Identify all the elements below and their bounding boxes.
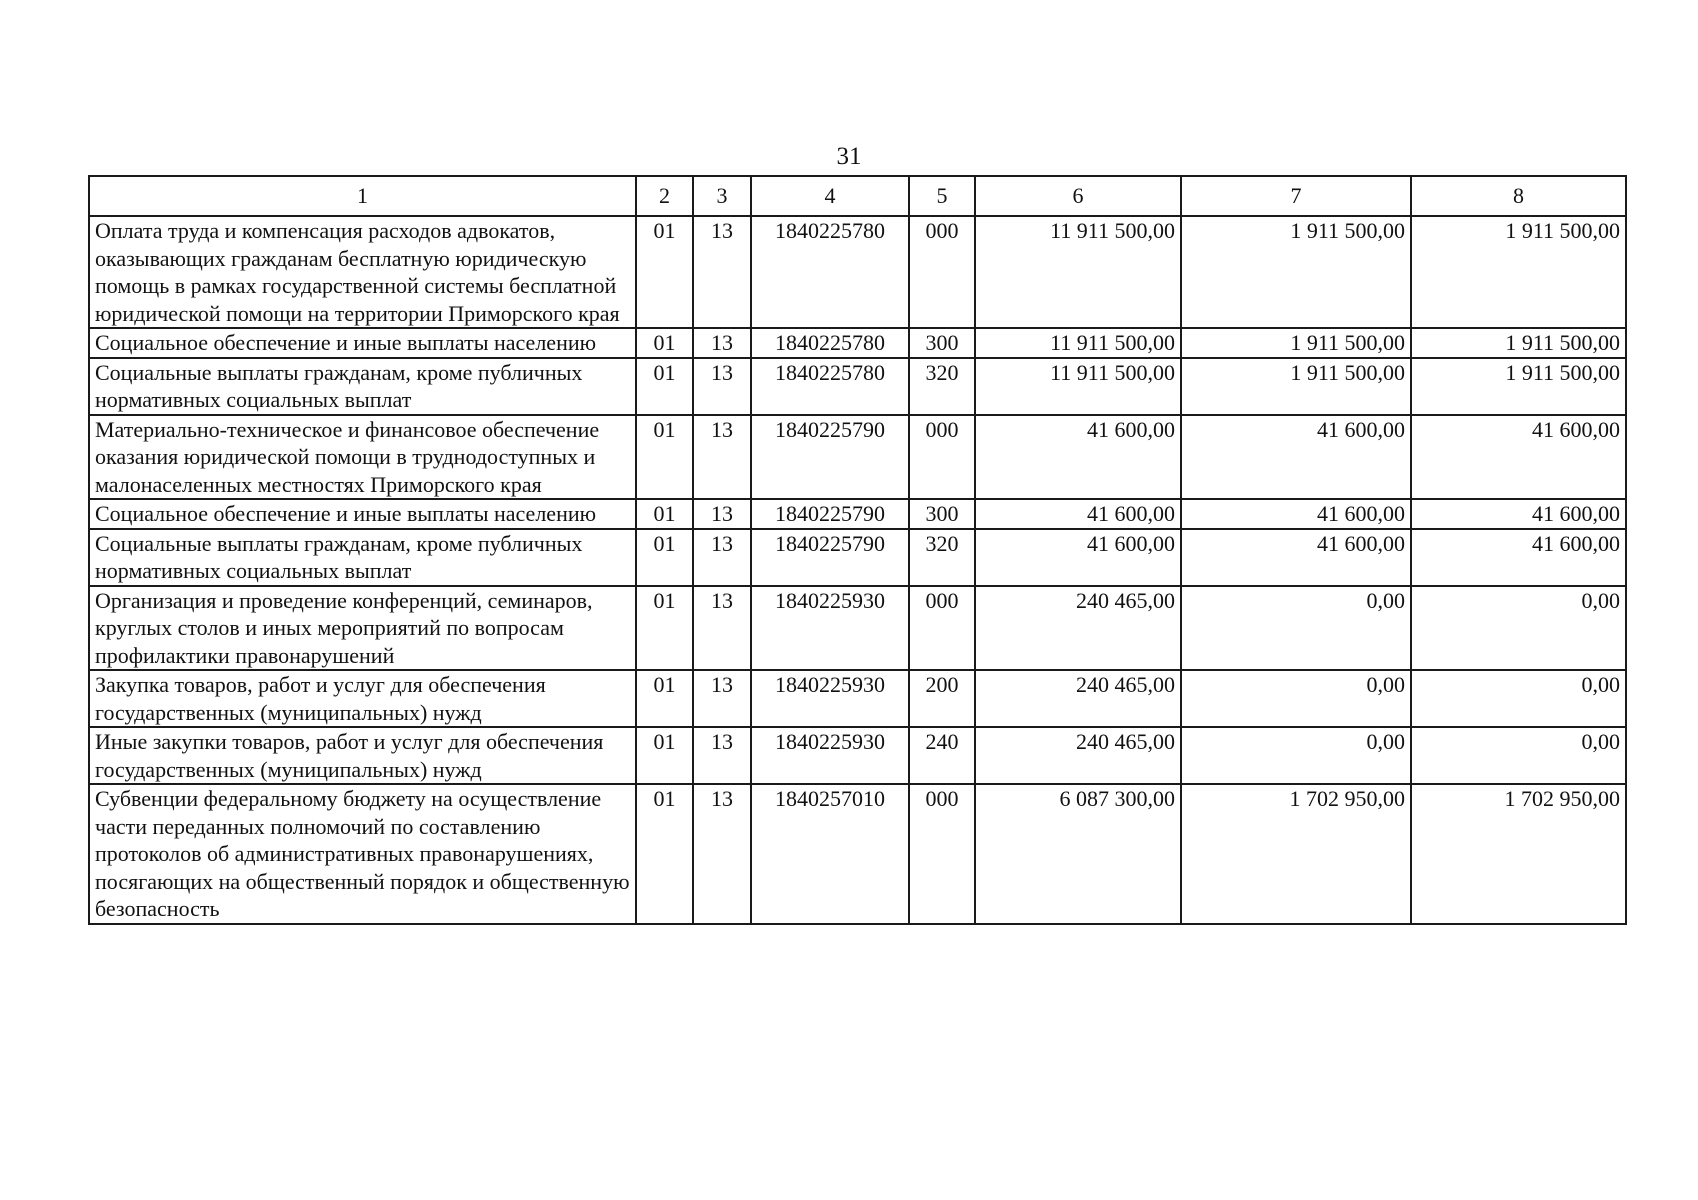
table-row xyxy=(89,358,1626,415)
amount-col-6: 11 911 500,00 xyxy=(975,328,1181,358)
row-name: Оплата труда и компенсация расходов адвокатов, оказывающих гражданам бесплатную юридическую помощь в рамках государственной системы бесплатной юридической помощи на территории Приморского края xyxy=(89,216,636,328)
column-header: 6 xyxy=(975,176,1181,216)
table-row xyxy=(89,415,1626,500)
amount-col-7: 0,00 xyxy=(1181,727,1411,784)
column-header: 8 xyxy=(1411,176,1626,216)
column-header: 7 xyxy=(1181,176,1411,216)
section-code: 01 xyxy=(636,328,693,358)
table-row xyxy=(89,499,1626,529)
header-row xyxy=(89,176,1626,216)
row-name: Социальное обеспечение и иные выплаты населению xyxy=(89,328,636,358)
amount-col-8: 41 600,00 xyxy=(1411,415,1626,500)
amount-col-6: 6 087 300,00 xyxy=(975,784,1181,924)
row-name: Материально-техническое и финансовое обеспечение оказания юридической помощи в труднодоступных и малонаселенных местностях Приморского края xyxy=(89,415,636,500)
target-code: 1840225780 xyxy=(751,358,909,415)
expense-type-code: 000 xyxy=(909,586,975,671)
table-row xyxy=(89,529,1626,586)
expense-type-code: 000 xyxy=(909,415,975,500)
table-row xyxy=(89,727,1626,784)
amount-col-7: 41 600,00 xyxy=(1181,499,1411,529)
target-code: 1840225780 xyxy=(751,216,909,328)
column-header: 1 xyxy=(89,176,636,216)
amount-col-7: 1 702 950,00 xyxy=(1181,784,1411,924)
amount-col-8: 1 911 500,00 xyxy=(1411,358,1626,415)
table-row xyxy=(89,586,1626,671)
amount-col-7: 1 911 500,00 xyxy=(1181,216,1411,328)
column-header: 4 xyxy=(751,176,909,216)
row-name: Субвенции федеральному бюджету на осуществление части переданных полномочий по составлению протоколов об административных правонарушениях, посягающих на общественный порядок и общественную безопасность xyxy=(89,784,636,924)
subsection-code: 13 xyxy=(693,328,751,358)
amount-col-6: 240 465,00 xyxy=(975,586,1181,671)
section-code: 01 xyxy=(636,358,693,415)
row-name: Социальные выплаты гражданам, кроме публичных нормативных социальных выплат xyxy=(89,529,636,586)
target-code: 1840225780 xyxy=(751,328,909,358)
table-row xyxy=(89,216,1626,328)
subsection-code: 13 xyxy=(693,670,751,727)
row-name: Социальное обеспечение и иные выплаты населению xyxy=(89,499,636,529)
section-code: 01 xyxy=(636,499,693,529)
amount-col-7: 1 911 500,00 xyxy=(1181,328,1411,358)
amount-col-6: 41 600,00 xyxy=(975,415,1181,500)
expense-type-code: 240 xyxy=(909,727,975,784)
page-number: 31 xyxy=(836,143,862,170)
amount-col-8: 41 600,00 xyxy=(1411,499,1626,529)
amount-col-8: 1 911 500,00 xyxy=(1411,216,1626,328)
subsection-code: 13 xyxy=(693,216,751,328)
subsection-code: 13 xyxy=(693,499,751,529)
subsection-code: 13 xyxy=(693,586,751,671)
section-code: 01 xyxy=(636,670,693,727)
expense-type-code: 000 xyxy=(909,784,975,924)
expense-type-code: 320 xyxy=(909,529,975,586)
section-code: 01 xyxy=(636,529,693,586)
budget-table xyxy=(88,175,1627,925)
expense-type-code: 000 xyxy=(909,216,975,328)
amount-col-6: 240 465,00 xyxy=(975,727,1181,784)
amount-col-7: 41 600,00 xyxy=(1181,415,1411,500)
target-code: 1840225930 xyxy=(751,727,909,784)
section-code: 01 xyxy=(636,586,693,671)
section-code: 01 xyxy=(636,727,693,784)
column-header: 2 xyxy=(636,176,693,216)
row-name: Организация и проведение конференций, семинаров, круглых столов и иных мероприятий по вопросам профилактики правонарушений xyxy=(89,586,636,671)
amount-col-8: 1 702 950,00 xyxy=(1411,784,1626,924)
amount-col-7: 0,00 xyxy=(1181,670,1411,727)
row-name: Социальные выплаты гражданам, кроме публичных нормативных социальных выплат xyxy=(89,358,636,415)
amount-col-8: 1 911 500,00 xyxy=(1411,328,1626,358)
amount-col-7: 41 600,00 xyxy=(1181,529,1411,586)
subsection-code: 13 xyxy=(693,784,751,924)
target-code: 1840225930 xyxy=(751,586,909,671)
amount-col-8: 0,00 xyxy=(1411,670,1626,727)
target-code: 1840225930 xyxy=(751,670,909,727)
section-code: 01 xyxy=(636,415,693,500)
section-code: 01 xyxy=(636,784,693,924)
table-row xyxy=(89,670,1626,727)
expense-type-code: 300 xyxy=(909,328,975,358)
column-header: 3 xyxy=(693,176,751,216)
subsection-code: 13 xyxy=(693,529,751,586)
subsection-code: 13 xyxy=(693,358,751,415)
amount-col-8: 0,00 xyxy=(1411,727,1626,784)
amount-col-6: 11 911 500,00 xyxy=(975,358,1181,415)
table-row xyxy=(89,328,1626,358)
subsection-code: 13 xyxy=(693,415,751,500)
target-code: 1840225790 xyxy=(751,415,909,500)
amount-col-7: 0,00 xyxy=(1181,586,1411,671)
section-code: 01 xyxy=(636,216,693,328)
target-code: 1840257010 xyxy=(751,784,909,924)
amount-col-7: 1 911 500,00 xyxy=(1181,358,1411,415)
subsection-code: 13 xyxy=(693,727,751,784)
expense-type-code: 200 xyxy=(909,670,975,727)
expense-type-code: 300 xyxy=(909,499,975,529)
amount-col-6: 41 600,00 xyxy=(975,499,1181,529)
row-name: Закупка товаров, работ и услуг для обеспечения государственных (муниципальных) нужд xyxy=(89,670,636,727)
row-name: Иные закупки товаров, работ и услуг для обеспечения государственных (муниципальных) нужд xyxy=(89,727,636,784)
amount-col-6: 240 465,00 xyxy=(975,670,1181,727)
amount-col-8: 41 600,00 xyxy=(1411,529,1626,586)
target-code: 1840225790 xyxy=(751,529,909,586)
amount-col-8: 0,00 xyxy=(1411,586,1626,671)
column-header: 5 xyxy=(909,176,975,216)
table-row xyxy=(89,784,1626,924)
target-code: 1840225790 xyxy=(751,499,909,529)
amount-col-6: 41 600,00 xyxy=(975,529,1181,586)
amount-col-6: 11 911 500,00 xyxy=(975,216,1181,328)
expense-type-code: 320 xyxy=(909,358,975,415)
